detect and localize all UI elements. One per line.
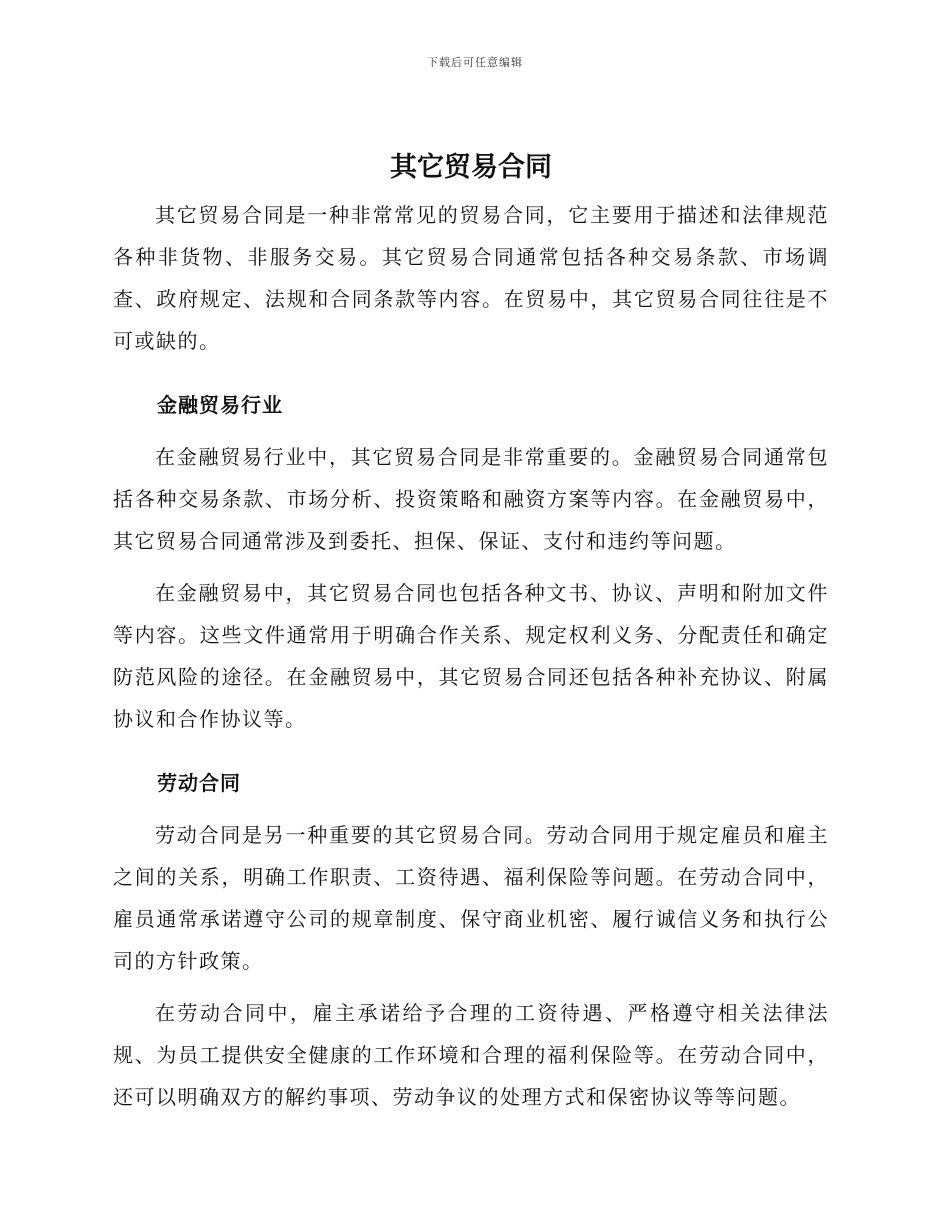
finance-paragraph-2: 在金融贸易中，其它贸易合同也包括各种文书、协议、声明和附加文件等内容。这些文件通常用于明确合作关系、规定权利义务、分配责任和确定防范风险的途径。在金融贸易中，其它贸易合同还包括各种补充协议、附属协议和合作协议等。 (113, 581, 829, 731)
document-body (113, 148, 829, 1118)
section-heading-finance: 金融贸易行业 (157, 393, 283, 417)
finance-paragraph-1: 在金融贸易行业中，其它贸易合同是非常重要的。金融贸易合同通常包括各种交易条款、市场分析、投资策略和融资方案等内容。在金融贸易中，其它贸易合同通常涉及到委托、担保、保证、支付和违约等问题。 (113, 445, 829, 553)
page-header-note: 下载后可任意编辑 (427, 56, 523, 69)
labor-paragraph-2: 在劳动合同中，雇主承诺给予合理的工资待遇、严格遵守相关法律法规、为员工提供安全健康的工作环境和合理的福利保险等。在劳动合同中，还可以明确双方的解约事项、劳动争议的处理方式和保密协议等等问题。 (113, 1001, 829, 1109)
document-title: 其它贸易合同 (390, 152, 552, 183)
labor-paragraph-1: 劳动合同是另一种重要的其它贸易合同。劳动合同用于规定雇员和雇主之间的关系，明确工作职责、工资待遇、福利保险等问题。在劳动合同中，雇员通常承诺遵守公司的规章制度、保守商业机密、履行诚信义务和执行公司的方针政策。 (113, 823, 829, 973)
section-labor (113, 762, 829, 1118)
intro-paragraph: 其它贸易合同是一种非常常见的贸易合同，它主要用于描述和法律规范各种非货物、非服务交易。其它贸易合同通常包括各种交易条款、市场调查、政府规定、法规和合同条款等内容。在贸易中，其它贸易合同往往是不可或缺的。 (113, 203, 829, 353)
section-finance (113, 384, 829, 740)
section-heading-labor: 劳动合同 (157, 771, 241, 795)
